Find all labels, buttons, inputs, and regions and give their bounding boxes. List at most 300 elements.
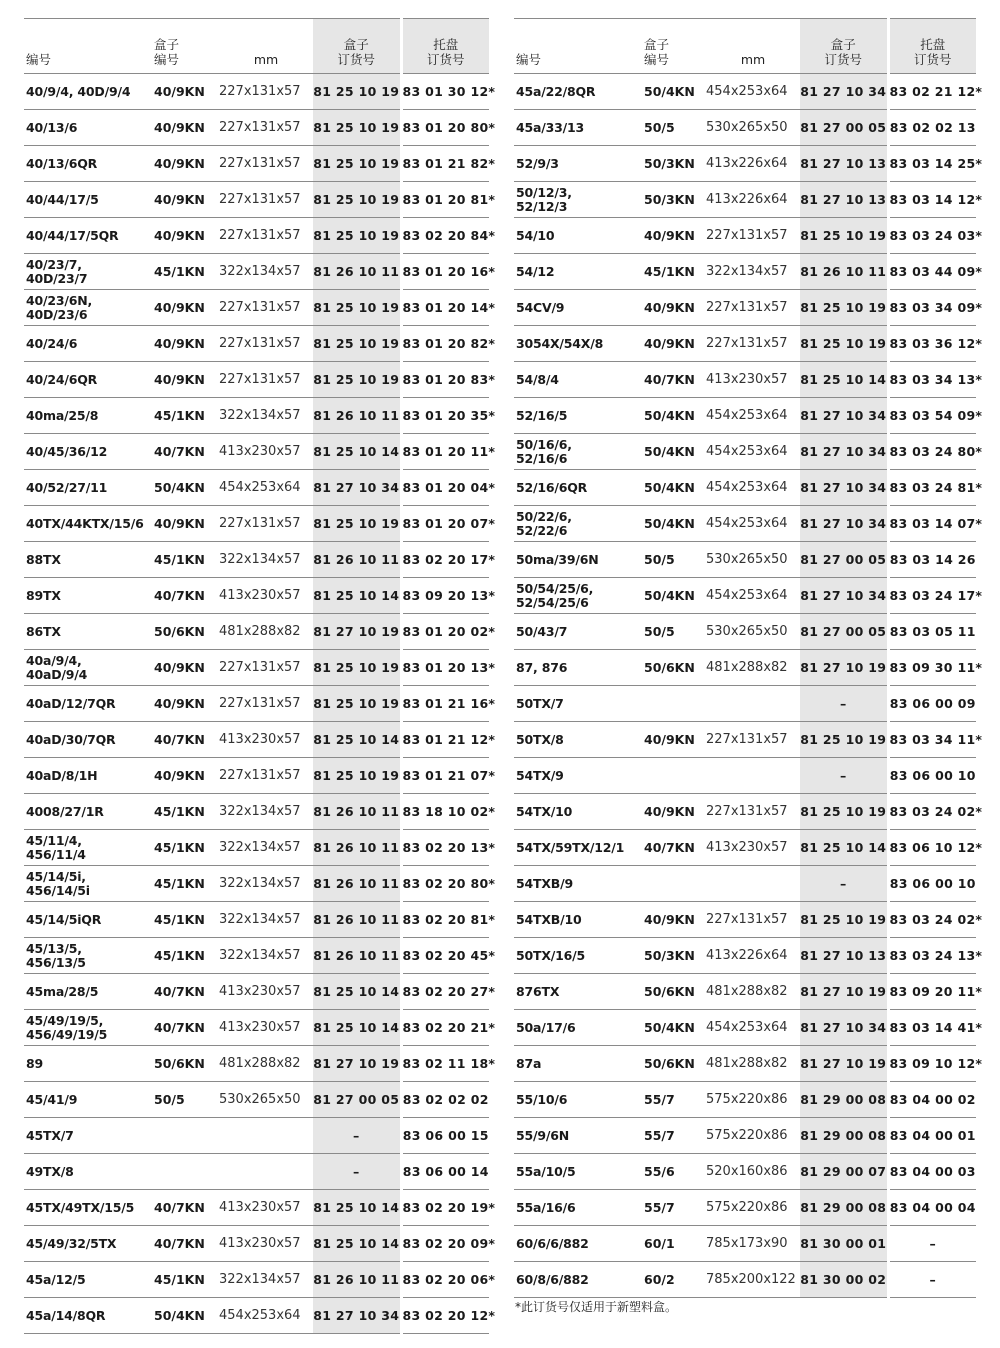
table-row xyxy=(514,938,976,974)
part-code: 50/22/6, 52/22/6 xyxy=(514,506,642,542)
pallet-order-number: 83 01 21 16* xyxy=(401,686,489,722)
dimensions: 322x134x57 xyxy=(219,1262,313,1298)
pallet-order-number: 83 01 20 07* xyxy=(401,506,489,542)
box-id: 40/7KN xyxy=(152,578,219,614)
part-code: 40aD/30/7QR xyxy=(24,722,152,758)
pallet-order-number: 83 03 14 07* xyxy=(888,506,976,542)
part-code: 50a/17/6 xyxy=(514,1010,642,1046)
table-row xyxy=(24,1226,489,1262)
box-order-number: 81 27 10 34 xyxy=(313,1298,401,1334)
table-row xyxy=(24,1262,489,1298)
part-code: 54TX/9 xyxy=(514,758,642,794)
part-code: 45/49/32/5TX xyxy=(24,1226,152,1262)
box-order-number: 81 25 10 19 xyxy=(800,794,888,830)
box-id: 50/4KN xyxy=(642,434,706,470)
pallet-order-number: 83 01 20 16* xyxy=(401,254,489,290)
box-id: 50/5 xyxy=(642,542,706,578)
dimensions: 454x253x64 xyxy=(706,578,800,614)
table-row xyxy=(24,686,489,722)
box-order-number: 81 25 10 14 xyxy=(313,434,401,470)
dimensions: 322x134x57 xyxy=(706,254,800,290)
pallet-order-number: 83 03 44 09* xyxy=(888,254,976,290)
pallet-order-number: 83 04 00 04 xyxy=(888,1190,976,1226)
part-code: 45ma/28/5 xyxy=(24,974,152,1010)
box-order-number: 81 25 10 19 xyxy=(313,182,401,218)
table-row xyxy=(24,830,489,866)
box-id: 50/6KN xyxy=(152,614,219,650)
pallet-order-number: 83 06 10 12* xyxy=(888,830,976,866)
dimensions: 227x131x57 xyxy=(219,182,313,218)
box-order-number: 81 25 10 19 xyxy=(313,218,401,254)
pallet-order-number: 83 01 20 14* xyxy=(401,290,489,326)
box-order-number: 81 27 10 34 xyxy=(313,470,401,506)
box-id: 60/1 xyxy=(642,1226,706,1262)
box-id: 55/7 xyxy=(642,1118,706,1154)
box-order-number: 81 25 10 19 xyxy=(313,362,401,398)
dimensions: 322x134x57 xyxy=(219,542,313,578)
header-box-id: 盒子 编号 xyxy=(642,19,706,74)
table-row xyxy=(514,434,976,470)
pallet-order-number: 83 09 10 12* xyxy=(888,1046,976,1082)
box-id: 45/1KN xyxy=(152,830,219,866)
box-id: 40/9KN xyxy=(152,74,219,110)
box-id: 60/2 xyxy=(642,1262,706,1298)
box-id: 40/9KN xyxy=(152,290,219,326)
table-row xyxy=(514,1010,976,1046)
box-id: 40/7KN xyxy=(152,974,219,1010)
box-order-number: 81 27 10 19 xyxy=(800,1046,888,1082)
pallet-order-number: 83 03 24 02* xyxy=(888,902,976,938)
box-id: 50/5 xyxy=(642,110,706,146)
pallet-order-number: 83 03 24 13* xyxy=(888,938,976,974)
part-code: 40/24/6QR xyxy=(24,362,152,398)
box-order-number: – xyxy=(800,686,888,722)
box-order-number: 81 27 10 34 xyxy=(800,74,888,110)
box-order-number: 81 25 10 19 xyxy=(313,650,401,686)
table-row xyxy=(24,1046,489,1082)
left-table xyxy=(24,18,496,1334)
box-order-number: 81 25 10 14 xyxy=(800,830,888,866)
table-header-row xyxy=(514,19,976,74)
dimensions: 413x230x57 xyxy=(219,434,313,470)
box-id: 40/7KN xyxy=(152,1226,219,1262)
dimensions: 481x288x82 xyxy=(706,650,800,686)
box-order-number: 81 29 00 08 xyxy=(800,1082,888,1118)
box-id: 45/1KN xyxy=(152,938,219,974)
part-code: 40/45/36/12 xyxy=(24,434,152,470)
box-order-number: 81 26 10 11 xyxy=(313,830,401,866)
dimensions: 322x134x57 xyxy=(219,794,313,830)
header-code: 编号 xyxy=(24,19,152,74)
table-row xyxy=(24,578,489,614)
dimensions: 413x230x57 xyxy=(706,362,800,398)
dimensions: 227x131x57 xyxy=(706,722,800,758)
part-code: 45a/33/13 xyxy=(514,110,642,146)
dimensions: 227x131x57 xyxy=(219,110,313,146)
box-order-number: 81 25 10 19 xyxy=(313,686,401,722)
dimensions: 530x265x50 xyxy=(706,110,800,146)
table-row xyxy=(514,614,976,650)
box-id: 45/1KN xyxy=(152,542,219,578)
pallet-order-number: 83 01 21 12* xyxy=(401,722,489,758)
pallet-order-number: 83 02 20 27* xyxy=(401,974,489,1010)
dimensions: 322x134x57 xyxy=(219,398,313,434)
table-row xyxy=(514,290,976,326)
box-order-number: 81 29 00 08 xyxy=(800,1118,888,1154)
box-order-number: 81 27 00 05 xyxy=(800,614,888,650)
header-pallet-order: 托盘 订货号 xyxy=(401,19,489,74)
pallet-order-number: 83 03 05 11 xyxy=(888,614,976,650)
box-order-number: 81 26 10 11 xyxy=(313,866,401,902)
part-code: 45a/12/5 xyxy=(24,1262,152,1298)
box-order-number: 81 26 10 11 xyxy=(313,902,401,938)
dimensions: 227x131x57 xyxy=(706,290,800,326)
part-code: 45TX/7 xyxy=(24,1118,152,1154)
dimensions: 322x134x57 xyxy=(219,830,313,866)
box-id: 40/9KN xyxy=(152,362,219,398)
box-id: 40/7KN xyxy=(152,434,219,470)
part-code: 55a/10/5 xyxy=(514,1154,642,1190)
pallet-order-number: 83 02 20 09* xyxy=(401,1226,489,1262)
part-code: 45/11/4, 456/11/4 xyxy=(24,830,152,866)
part-code: 45/49/19/5, 456/49/19/5 xyxy=(24,1010,152,1046)
box-order-number: 81 25 10 14 xyxy=(313,1190,401,1226)
table-row xyxy=(24,614,489,650)
box-order-number: 81 27 10 19 xyxy=(800,974,888,1010)
box-order-number: – xyxy=(800,866,888,902)
pallet-order-number: 83 02 20 21* xyxy=(401,1010,489,1046)
table-row xyxy=(514,1082,976,1118)
pallet-order-number: 83 18 10 02* xyxy=(401,794,489,830)
dimensions xyxy=(706,866,800,902)
pallet-order-number: 83 02 20 12* xyxy=(401,1298,489,1334)
pallet-order-number: 83 02 20 06* xyxy=(401,1262,489,1298)
box-order-number: 81 26 10 11 xyxy=(313,794,401,830)
box-order-number: 81 25 10 19 xyxy=(313,110,401,146)
dimensions: 413x226x64 xyxy=(706,938,800,974)
box-id: 40/9KN xyxy=(152,506,219,542)
table-row xyxy=(514,1190,976,1226)
box-id: 45/1KN xyxy=(152,902,219,938)
box-id: 50/6KN xyxy=(642,974,706,1010)
box-order-number: 81 26 10 11 xyxy=(313,542,401,578)
box-id: 40/9KN xyxy=(642,794,706,830)
part-code: 45a/22/8QR xyxy=(514,74,642,110)
box-id xyxy=(152,1154,219,1190)
part-code: 54CV/9 xyxy=(514,290,642,326)
dimensions: 227x131x57 xyxy=(219,758,313,794)
pallet-order-number: 83 01 20 35* xyxy=(401,398,489,434)
pallet-order-number: 83 03 24 02* xyxy=(888,794,976,830)
part-code: 40/23/6N, 40D/23/6 xyxy=(24,290,152,326)
box-order-number: 81 29 00 08 xyxy=(800,1190,888,1226)
box-id: 50/4KN xyxy=(642,74,706,110)
part-code: 55a/16/6 xyxy=(514,1190,642,1226)
table-row xyxy=(514,110,976,146)
part-code: 45/14/5iQR xyxy=(24,902,152,938)
dimensions: 454x253x64 xyxy=(219,470,313,506)
table-row xyxy=(24,758,489,794)
pallet-order-number: 83 09 30 11* xyxy=(888,650,976,686)
part-code: 3054X/54X/8 xyxy=(514,326,642,362)
box-order-number: 81 25 10 19 xyxy=(313,758,401,794)
header-mm: mm xyxy=(219,19,313,74)
pallet-order-number: 83 03 34 09* xyxy=(888,290,976,326)
box-order-number: 81 27 10 19 xyxy=(313,614,401,650)
part-code: 40/23/7, 40D/23/7 xyxy=(24,254,152,290)
table-row xyxy=(514,1046,976,1082)
part-code: 54TXB/9 xyxy=(514,866,642,902)
part-code: 45/41/9 xyxy=(24,1082,152,1118)
table-row xyxy=(24,974,489,1010)
table-row xyxy=(24,218,489,254)
box-id xyxy=(642,866,706,902)
box-order-number: 81 25 10 19 xyxy=(313,74,401,110)
part-code: 60/6/6/882 xyxy=(514,1226,642,1262)
table-row xyxy=(24,470,489,506)
box-order-number: – xyxy=(800,758,888,794)
box-order-number: 81 27 10 34 xyxy=(800,398,888,434)
box-id: 40/9KN xyxy=(152,758,219,794)
box-order-number: – xyxy=(313,1154,401,1190)
table-row xyxy=(24,290,489,326)
table-row xyxy=(24,1298,489,1334)
table-row xyxy=(24,254,489,290)
pallet-order-number: 83 01 20 04* xyxy=(401,470,489,506)
part-code: 40TX/44KTX/15/6 xyxy=(24,506,152,542)
dimensions: 227x131x57 xyxy=(706,794,800,830)
pallet-order-number: 83 02 20 17* xyxy=(401,542,489,578)
box-order-number: 81 27 10 34 xyxy=(800,470,888,506)
table-row xyxy=(514,722,976,758)
part-code: 45TX/49TX/15/5 xyxy=(24,1190,152,1226)
pallet-order-number: 83 06 00 10 xyxy=(888,758,976,794)
box-order-number: 81 25 10 14 xyxy=(313,1226,401,1262)
dimensions: 530x265x50 xyxy=(219,1082,313,1118)
pallet-order-number: 83 09 20 11* xyxy=(888,974,976,1010)
table-row xyxy=(514,830,976,866)
header-box-id: 盒子 编号 xyxy=(152,19,219,74)
box-order-number: 81 25 10 19 xyxy=(313,326,401,362)
part-code: 60/8/6/882 xyxy=(514,1262,642,1298)
box-id: 50/4KN xyxy=(642,398,706,434)
part-code: 49TX/8 xyxy=(24,1154,152,1190)
dimensions: 413x230x57 xyxy=(219,722,313,758)
box-id xyxy=(642,686,706,722)
pallet-order-number: 83 01 20 13* xyxy=(401,650,489,686)
table-row xyxy=(514,902,976,938)
dimensions: 413x230x57 xyxy=(219,1190,313,1226)
pallet-order-number: 83 03 24 03* xyxy=(888,218,976,254)
table-row xyxy=(24,74,489,110)
table-row xyxy=(24,506,489,542)
part-code: 45/14/5i, 456/14/5i xyxy=(24,866,152,902)
box-id: 45/1KN xyxy=(152,254,219,290)
box-order-number: 81 27 10 34 xyxy=(800,506,888,542)
pallet-order-number: 83 03 34 13* xyxy=(888,362,976,398)
pallet-order-number: 83 02 20 13* xyxy=(401,830,489,866)
dimensions: 227x131x57 xyxy=(219,218,313,254)
box-id: 40/9KN xyxy=(642,902,706,938)
part-code: 40/24/6 xyxy=(24,326,152,362)
part-code: 40ma/25/8 xyxy=(24,398,152,434)
table-row xyxy=(514,866,976,902)
pallet-order-number: – xyxy=(888,1226,976,1262)
pallet-order-number: 83 01 21 82* xyxy=(401,146,489,182)
dimensions: 413x230x57 xyxy=(219,974,313,1010)
table-row xyxy=(514,758,976,794)
part-code: 40/13/6QR xyxy=(24,146,152,182)
header-code: 编号 xyxy=(514,19,642,74)
part-code: 50/54/25/6, 52/54/25/6 xyxy=(514,578,642,614)
box-order-number: 81 25 10 19 xyxy=(313,290,401,326)
dimensions: 322x134x57 xyxy=(219,938,313,974)
table-row xyxy=(24,362,489,398)
box-order-number: – xyxy=(313,1118,401,1154)
table-row xyxy=(24,110,489,146)
part-code: 52/16/6QR xyxy=(514,470,642,506)
dimensions xyxy=(706,758,800,794)
table-row xyxy=(514,1226,976,1262)
box-order-number: 81 27 00 05 xyxy=(800,110,888,146)
box-id: 55/7 xyxy=(642,1082,706,1118)
dimensions: 785x200x122 xyxy=(706,1262,800,1298)
pallet-order-number: 83 03 24 80* xyxy=(888,434,976,470)
box-order-number: 81 25 10 19 xyxy=(800,902,888,938)
footnote: *此订货号仅适用于新塑料盒。 xyxy=(515,1300,678,1314)
table-row xyxy=(24,146,489,182)
pallet-order-number: 83 02 02 13 xyxy=(888,110,976,146)
pallet-order-number: 83 03 24 17* xyxy=(888,578,976,614)
box-order-number: 81 27 10 19 xyxy=(313,1046,401,1082)
box-order-number: 81 26 10 11 xyxy=(800,254,888,290)
box-id: 40/9KN xyxy=(642,326,706,362)
box-order-number: 81 27 10 19 xyxy=(800,650,888,686)
pallet-order-number: 83 06 00 14 xyxy=(401,1154,489,1190)
table-row xyxy=(514,1262,976,1298)
box-id: 40/9KN xyxy=(642,218,706,254)
table-row xyxy=(514,254,976,290)
dimensions: 454x253x64 xyxy=(706,398,800,434)
box-id: 40/7KN xyxy=(152,1010,219,1046)
table-row xyxy=(24,1118,489,1154)
header-box-order: 盒子 订货号 xyxy=(800,19,888,74)
table-row xyxy=(514,218,976,254)
part-code: 876TX xyxy=(514,974,642,1010)
table-row xyxy=(514,506,976,542)
dimensions xyxy=(219,1118,313,1154)
table-row xyxy=(514,542,976,578)
pallet-order-number: 83 02 20 45* xyxy=(401,938,489,974)
table-row xyxy=(24,182,489,218)
part-code: 54/12 xyxy=(514,254,642,290)
part-code: 50TX/7 xyxy=(514,686,642,722)
table-row xyxy=(24,1190,489,1226)
box-order-number: 81 25 10 19 xyxy=(313,506,401,542)
box-id xyxy=(642,758,706,794)
table-row xyxy=(24,326,489,362)
box-id: 50/4KN xyxy=(642,578,706,614)
box-id: 50/3KN xyxy=(642,938,706,974)
pallet-order-number: 83 01 20 02* xyxy=(401,614,489,650)
dimensions: 454x253x64 xyxy=(706,506,800,542)
pallet-order-number: 83 09 20 13* xyxy=(401,578,489,614)
pallet-order-number: 83 03 14 25* xyxy=(888,146,976,182)
box-order-number: 81 27 00 05 xyxy=(800,542,888,578)
part-code: 54/10 xyxy=(514,218,642,254)
box-id: 50/3KN xyxy=(642,146,706,182)
part-code: 54TX/59TX/12/1 xyxy=(514,830,642,866)
box-order-number: 81 25 10 19 xyxy=(800,326,888,362)
table-row xyxy=(24,650,489,686)
box-id: 45/1KN xyxy=(642,254,706,290)
pallet-order-number: 83 01 30 12* xyxy=(401,74,489,110)
box-order-number: 81 26 10 11 xyxy=(313,938,401,974)
left-table-body xyxy=(24,74,496,1334)
table-row xyxy=(514,650,976,686)
part-code: 89 xyxy=(24,1046,152,1082)
dimensions: 227x131x57 xyxy=(219,686,313,722)
box-order-number: 81 27 10 13 xyxy=(800,182,888,218)
pallet-order-number: 83 02 20 80* xyxy=(401,866,489,902)
dimensions: 413x226x64 xyxy=(706,146,800,182)
table-row xyxy=(514,1118,976,1154)
part-code: 50TX/16/5 xyxy=(514,938,642,974)
dimensions: 413x230x57 xyxy=(219,1010,313,1046)
box-id: 45/1KN xyxy=(152,866,219,902)
box-order-number: 81 25 10 14 xyxy=(313,974,401,1010)
table-row xyxy=(514,974,976,1010)
box-id: 40/7KN xyxy=(152,722,219,758)
part-code: 87, 876 xyxy=(514,650,642,686)
dimensions: 785x173x90 xyxy=(706,1226,800,1262)
box-id xyxy=(152,1118,219,1154)
part-code: 54TXB/10 xyxy=(514,902,642,938)
box-id: 40/9KN xyxy=(152,182,219,218)
dimensions: 481x288x82 xyxy=(219,1046,313,1082)
dimensions: 454x253x64 xyxy=(706,470,800,506)
pallet-order-number: 83 02 20 84* xyxy=(401,218,489,254)
dimensions: 530x265x50 xyxy=(706,542,800,578)
box-id: 50/5 xyxy=(642,614,706,650)
part-code: 50/12/3, 52/12/3 xyxy=(514,182,642,218)
box-id: 40/9KN xyxy=(152,650,219,686)
dimensions: 322x134x57 xyxy=(219,254,313,290)
dimensions: 481x288x82 xyxy=(706,1046,800,1082)
pallet-order-number: 83 01 21 07* xyxy=(401,758,489,794)
dimensions: 227x131x57 xyxy=(219,290,313,326)
part-code: 40aD/12/7QR xyxy=(24,686,152,722)
part-code: 88TX xyxy=(24,542,152,578)
pallet-order-number: – xyxy=(888,1262,976,1298)
box-id: 55/7 xyxy=(642,1190,706,1226)
box-order-number: 81 27 00 05 xyxy=(313,1082,401,1118)
box-id: 40/9KN xyxy=(152,686,219,722)
dimensions: 413x230x57 xyxy=(219,1226,313,1262)
table-row xyxy=(514,686,976,722)
box-order-number: 81 30 00 01 xyxy=(800,1226,888,1262)
box-order-number: 81 26 10 11 xyxy=(313,398,401,434)
part-code: 45a/14/8QR xyxy=(24,1298,152,1334)
table-row xyxy=(514,470,976,506)
table-row xyxy=(514,794,976,830)
dimensions: 454x253x64 xyxy=(706,74,800,110)
part-code: 55/9/6N xyxy=(514,1118,642,1154)
box-order-number: 81 30 00 02 xyxy=(800,1262,888,1298)
dimensions: 413x230x57 xyxy=(219,578,313,614)
dimensions: 454x253x64 xyxy=(219,1298,313,1334)
part-code: 40/44/17/5QR xyxy=(24,218,152,254)
